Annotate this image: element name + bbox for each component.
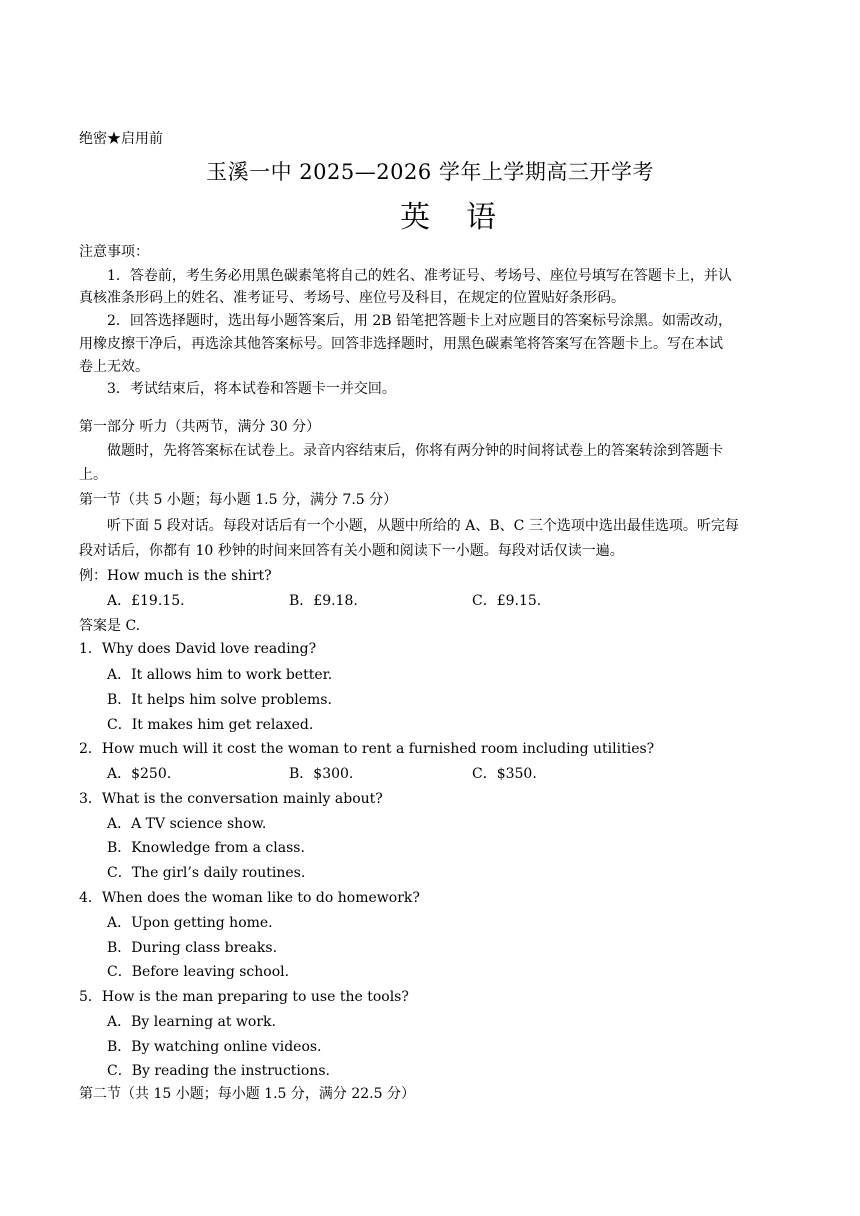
question-3-option-b: B．Knowledge from a class. [107,840,305,856]
section1-heading: 第一节（共 5 小题；每小题 1.5 分，满分 7.5 分） [79,492,398,508]
notice-item-1-line-2: 真核准条形码上的姓名、准考证号、考场号、座位号及科目，在规定的位置贴好条形码。 [79,290,625,306]
example-answer: 答案是 C. [79,618,141,634]
notice-heading: 注意事项： [79,244,149,260]
question-5-option-c: C．By reading the instructions. [107,1063,330,1079]
exam-title: 玉溪一中 2025—2026 学年上学期高三开学考 [206,160,654,184]
example-option-a: A．£19.15. [107,593,185,609]
section1-intro-line-2: 段对话后，你都有 10 秒钟的时间来回答有关小题和阅读下一小题。每段对话仅读一遍。 [79,543,624,559]
question-3-option-a: A．A TV science show. [107,816,267,832]
question-3-option-c: C．The girl’s daily routines. [107,865,306,881]
notice-item-2-line-1: 2．回答选择题时，选出每小题答案后，用 2B 铅笔把答题卡上对应题目的答案标号涂黑。如需改动， [107,313,733,329]
question-5: 5．How is the man preparing to use the tools? [79,989,409,1005]
question-3: 3．What is the conversation mainly about? [79,791,383,807]
question-5-option-b: B．By watching online videos. [107,1039,322,1055]
question-1-option-a: A．It allows him to work better. [107,667,333,683]
notice-item-1-line-1: 1．答卷前，考生务必用黑色碳素笔将自己的姓名、准考证号、考场号、座位号填写在答题卡上，并认 [107,268,732,284]
subject-title: 英语 [400,200,532,235]
question-4-option-c: C．Before leaving school. [107,964,290,980]
question-1-option-b: B．It helps him solve problems. [107,692,332,708]
question-1: 1．Why does David love reading? [79,641,317,657]
part1-intro-line-1: 做题时，先将答案标在试卷上。录音内容结束后，你将有两分钟的时间将试卷上的答案转涂到答题卡 [107,443,723,459]
question-2-option-b: B．$300. [289,766,354,782]
secret-label: 绝密★启用前 [79,131,163,147]
part1-heading: 第一部分 听力（共两节，满分 30 分） [79,419,321,435]
section2-heading: 第二节（共 15 小题；每小题 1.5 分，满分 22.5 分） [79,1086,415,1102]
question-1-option-c: C．It makes him get relaxed. [107,717,314,733]
example-option-b: B．£9.18. [289,593,358,609]
notice-item-2-line-3: 卷上无效。 [79,359,149,375]
question-2-option-c: C．$350. [472,766,537,782]
question-4-option-a: A．Upon getting home. [107,915,273,931]
example-question: 例：How much is the shirt? [79,568,272,584]
notice-item-3: 3．考试结束后，将本试卷和答题卡一并交回。 [107,381,396,397]
question-5-option-a: A．By learning at work. [107,1014,276,1030]
question-4-option-b: B．During class breaks. [107,940,278,956]
part1-intro-line-2: 上。 [79,467,107,483]
section1-intro-line-1: 听下面 5 段对话。每段对话后有一个小题，从题中所给的 A、B、C 三个选项中选出最佳选项。听完每 [107,518,739,534]
question-2-option-a: A．$250. [107,766,172,782]
example-option-c: C．£9.15. [472,593,542,609]
notice-item-2-line-2: 用橡皮擦干净后，再选涂其他答案标号。回答非选择题时，用黑色碳素笔将答案写在答题卡上。写在本试 [79,336,723,352]
question-2: 2．How much will it cost the woman to rent a furnished room including utilities? [79,741,655,757]
question-4: 4．When does the woman like to do homework? [79,890,420,906]
